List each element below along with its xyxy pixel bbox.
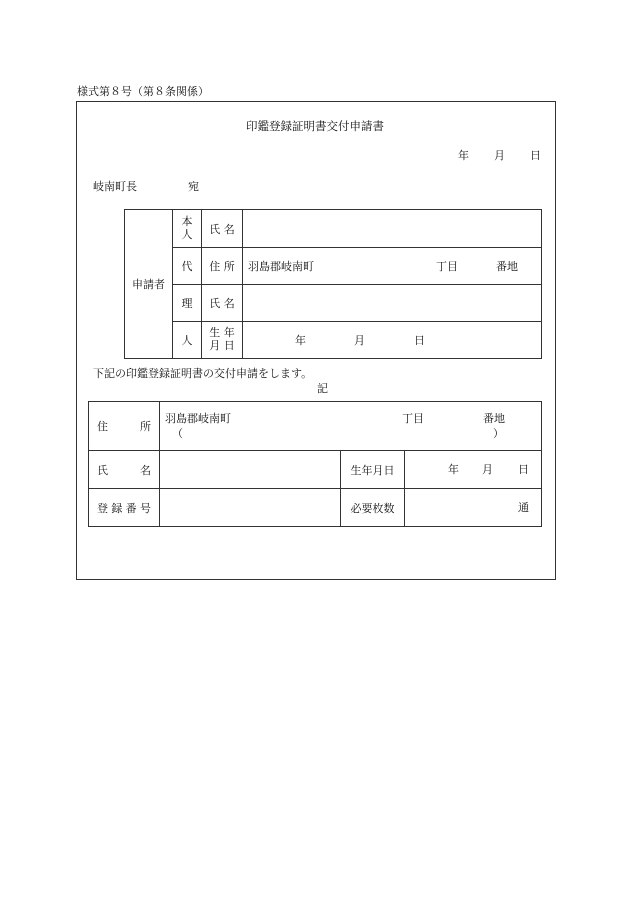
form-title: 印鑑登録証明書交付申請書	[246, 119, 384, 133]
detail-copies-unit: 通	[518, 501, 529, 514]
self-name-label: 氏 名	[202, 210, 243, 248]
agent-birth-field[interactable]	[243, 322, 542, 359]
addressee-suffix: 宛	[188, 180, 199, 193]
agent-birth-month: 月	[354, 334, 365, 347]
applicant-group-label: 申請者	[125, 210, 173, 359]
detail-address-label: 住 所	[89, 402, 160, 451]
detail-birth-month: 月	[482, 463, 493, 476]
detail-birth-day: 日	[518, 463, 529, 476]
agent-label-1: 代	[173, 248, 202, 285]
detail-copies-field[interactable]	[405, 489, 542, 527]
detail-birth-field[interactable]	[405, 451, 542, 489]
agent-name-label: 氏 名	[202, 285, 243, 322]
detail-address-prefix: 羽島郡岐南町	[165, 412, 231, 425]
intro-text: 下記の印鑑登録証明書の交付申請をします。	[93, 367, 313, 380]
agent-address-prefix: 羽島郡岐南町	[248, 260, 314, 273]
agent-birth-label: 生 年 月 日	[202, 322, 243, 359]
agent-birth-day: 日	[414, 334, 425, 347]
agent-label-2: 理	[173, 285, 202, 322]
detail-table	[88, 401, 542, 527]
date-day-label: 日	[530, 149, 541, 162]
detail-name-field[interactable]	[160, 451, 341, 489]
agent-name-field[interactable]	[243, 285, 542, 322]
detail-birth-year: 年	[448, 463, 459, 476]
detail-reg-label: 登 録 番 号	[89, 489, 160, 527]
date-year-label: 年	[458, 149, 469, 162]
addressee-name: 岐南町長	[93, 180, 137, 193]
detail-address-chome: 丁目	[402, 412, 424, 425]
agent-address-field[interactable]	[243, 248, 542, 285]
agent-address-banchi: 番地	[496, 260, 518, 273]
agent-label-3: 人	[173, 322, 202, 359]
detail-birth-label: 生年月日	[341, 451, 405, 489]
detail-paren-open: （	[172, 427, 183, 440]
detail-copies-label: 必要枚数	[341, 489, 405, 527]
self-label: 本 人	[173, 210, 202, 248]
detail-paren-close: ）	[493, 427, 504, 440]
form-number-label: 様式第８号（第８条関係）	[77, 85, 209, 98]
detail-address-field[interactable]	[160, 402, 542, 451]
detail-name-label: 氏 名	[89, 451, 160, 489]
agent-address-chome: 丁目	[436, 260, 458, 273]
ki-heading: 記	[317, 382, 328, 395]
applicant-table	[124, 209, 542, 359]
detail-address-banchi: 番地	[483, 412, 505, 425]
agent-birth-year: 年	[295, 334, 306, 347]
self-name-field[interactable]	[243, 210, 542, 248]
detail-reg-field[interactable]	[160, 489, 341, 527]
date-month-label: 月	[494, 149, 505, 162]
agent-address-label: 住 所	[202, 248, 243, 285]
